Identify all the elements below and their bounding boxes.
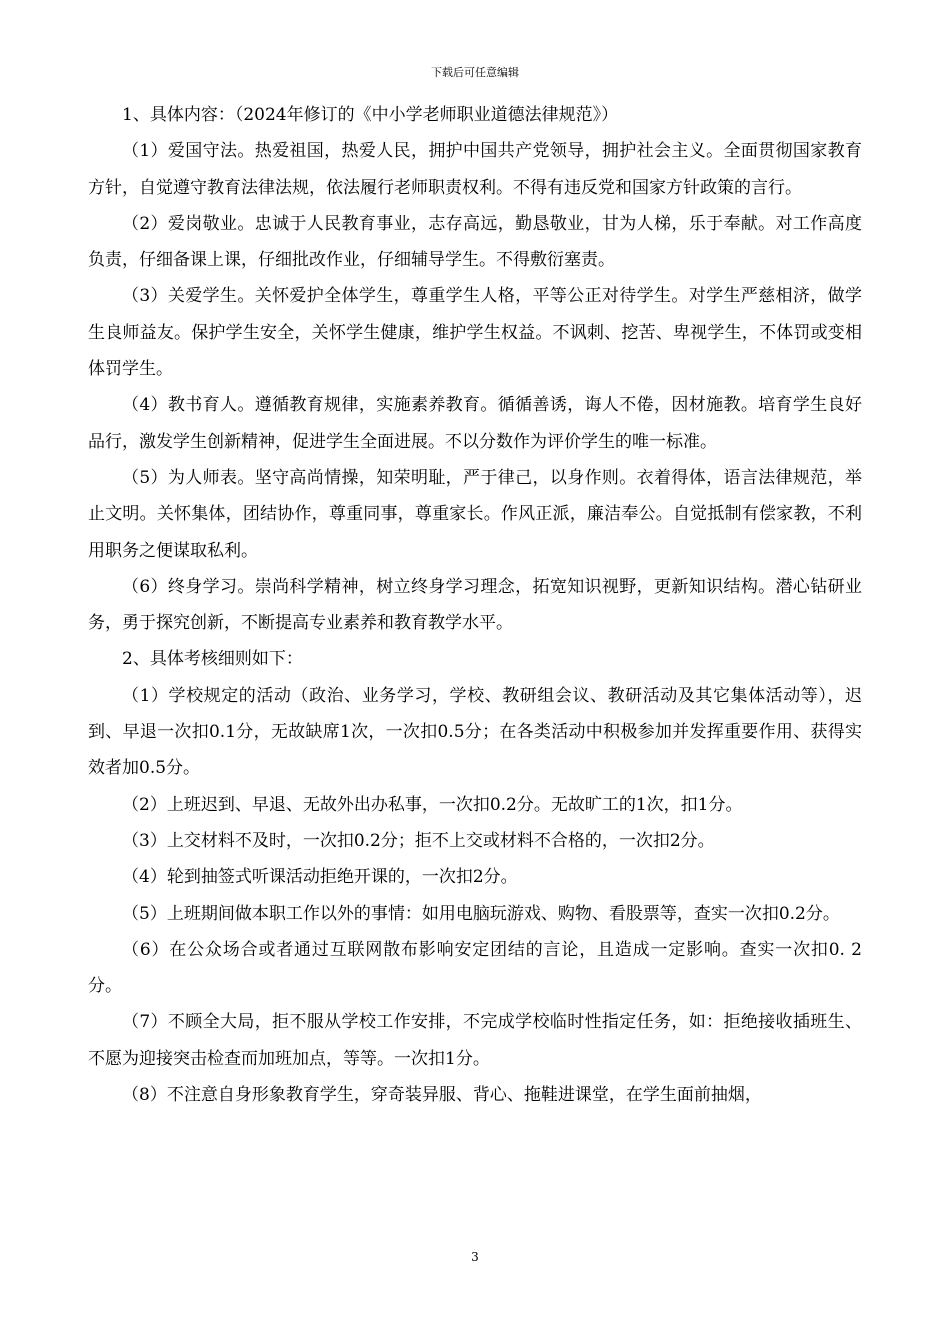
paragraph: （5）为人师表。坚守高尚情操，知荣明耻，严于律己，以身作则。衣着得体，语言法律规范，举止文明。关怀集体，团结协作，尊重同事，尊重家长。作风正派，廉洁奉公。自觉抵制有偿家教，不利用职务之便谋取私利。 <box>88 467 862 561</box>
paragraph: （2）上班迟到、早退、无故外出办私事，一次扣0.2分。无故旷工的1次，扣1分。 <box>122 794 743 815</box>
section-heading-1: 1、具体内容：（2024年修订的《中小学老师职业道德法律规范》） <box>122 105 619 125</box>
paragraph: （1）学校规定的活动（政治、业务学习，学校、教研组会议、教研活动及其它集体活动等），迟到、早退一次扣0.1分，无故缺席1次，一次扣0.5分；在各类活动中积极参加并发挥重要作用、获得实效者加0.5分。 <box>88 685 862 779</box>
paragraph: （3）关爱学生。关怀爱护全体学生，尊重学生人格，平等公正对待学生。对学生严慈相济，做学生良师益友。保护学生安全，关怀学生健康，维护学生权益。不讽刺、挖苦、卑视学生，不体罚或变相体罚学生。 <box>88 286 862 380</box>
paragraph: （4）轮到抽签式听课活动拒绝开课的，一次扣2分。 <box>122 867 518 888</box>
paragraph: （7）不顾全大局，拒不服从学校工作安排，不完成学校临时性指定任务，如：拒绝接收插班生、不愿为迎接突击检查而加班加点，等等。一次扣1分。 <box>88 1012 862 1069</box>
paragraph: （6）终身学习。崇尚科学精神，树立终身学习理念，拓宽知识视野，更新知识结构。潜心钻研业务，勇于探究创新，不断提高专业素养和教育教学水平。 <box>88 576 862 634</box>
paragraph: （5）上班期间做本职工作以外的事情：如用电脑玩游戏、购物、看股票等，查实一次扣0.2分。 <box>122 903 840 924</box>
paragraph: （2）爱岗敬业。忠诚于人民教育事业，志存高远，勤恳敬业，甘为人梯，乐于奉献。对工作高度负责，仔细备课上课，仔细批改作业，仔细辅导学生。不得敷衍塞责。 <box>88 213 862 271</box>
paragraph: （3）上交材料不及时，一次扣0.2分；拒不上交或材料不合格的，一次扣2分。 <box>122 830 715 851</box>
paragraph: （6）在公众场合或者通过互联网散布影响安定团结的言论，且造成一定影响。查实一次扣0. 2分。 <box>88 939 862 997</box>
page-number: 3 <box>471 1250 479 1264</box>
paragraph: （8）不注意自身形象教育学生，穿奇装异服、背心、拖鞋进课堂，在学生面前抽烟， <box>122 1085 762 1106</box>
paragraph: （1）爱国守法。热爱祖国，热爱人民，拥护中国共产党领导，拥护社会主义。全面贯彻国家教育方针，自觉遵守教育法律法规，依法履行老师职责权利。不得有违反党和国家方针政策的言行。 <box>88 141 862 198</box>
paragraph: （4）教书育人。遵循教育规律，实施素养教育。循循善诱，诲人不倦，因材施教。培育学生良好品行，激发学生创新精神，促进学生全面进展。不以分数作为评价学生的唯一标准。 <box>88 395 862 452</box>
document-body <box>88 97 862 1113</box>
section-heading-2: 2、具体考核细则如下： <box>122 649 303 670</box>
page-header: 下载后可任意编辑 <box>431 66 519 79</box>
